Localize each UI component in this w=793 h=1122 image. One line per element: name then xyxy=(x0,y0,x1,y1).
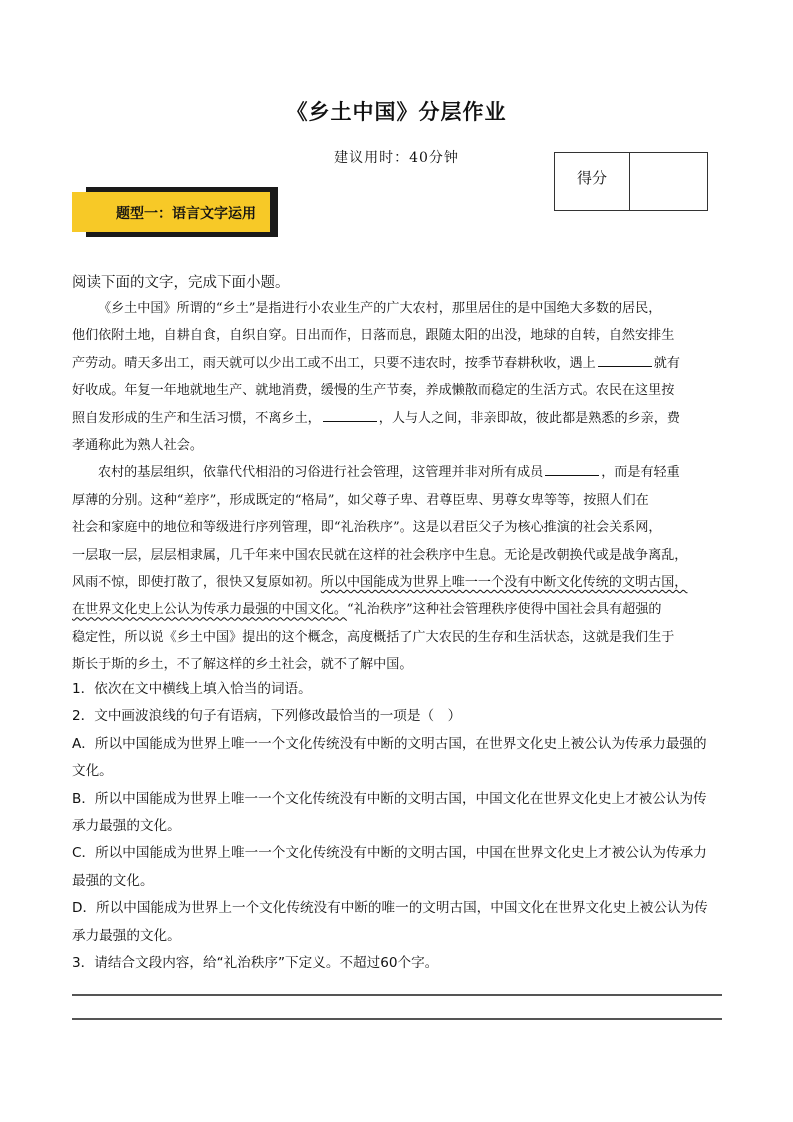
passage-line xyxy=(72,569,722,596)
passage-line xyxy=(72,350,722,377)
passage-line: 好收成。年复一年地就地生产、就地消费，缓慢的生产节奏，养成懒散而稳定的生活方式。农民在这里按 xyxy=(72,383,675,399)
option-c[interactable]: C．所以中国能成为世界上唯一一个文化传统没有中断的文明古国，中国在世界文化史上才被公认为传承力 xyxy=(72,845,707,862)
wavy-underlined-sentence: 在世界文化史上公认为传承力最强的中国文化。 xyxy=(72,602,347,618)
banner-dash-2 xyxy=(106,234,112,237)
question-1: 1．依次在文中横线上填入恰当的词语。 xyxy=(72,681,312,697)
fill-blank-2[interactable] xyxy=(323,407,377,422)
fill-blank-3[interactable] xyxy=(545,461,599,476)
passage-text: 风雨不惊，即使打散了，很快又复原如初。 xyxy=(72,574,321,590)
passage-text: ，人与人之间，非亲即故，彼此都是熟悉的乡亲，费 xyxy=(378,410,680,426)
banner-dash-1 xyxy=(94,234,100,237)
answer-line-2[interactable] xyxy=(72,1018,722,1020)
answer-line-1[interactable] xyxy=(72,994,722,996)
section-banner xyxy=(72,184,278,240)
option-a[interactable]: A．所以中国能成为世界上唯一一个文化传统没有中断的文明古国，在世界文化史上被公认为传承力最强的 xyxy=(72,735,707,752)
score-value-cell[interactable] xyxy=(630,153,707,210)
passage-line: 社会和家庭中的地位和等级进行序列管理，即“礼治秩序”。这是以君臣父子为核心推演的社会关系网， xyxy=(72,520,662,536)
reading-intro: 阅读下面的文字，完成下面小题。 xyxy=(72,275,290,291)
passage-text: 农村的基层组织，依靠代代相沿的习俗进行社会管理，这管理并非对所有成员 xyxy=(98,465,544,481)
passage-line: 斯长于斯的乡土，不了解这样的乡土社会，就不了解中国。 xyxy=(72,657,413,673)
passage-line: 他们依附土地，自耕自食，自织自穿。日出而作，日落而息，跟随太阳的出没，地球的自转，自然安排生 xyxy=(72,328,675,344)
option-d[interactable]: D．所以中国能成为世界上一个文化传统没有中断的唯一的文明古国，中国文化在世界文化史上被公认为传 xyxy=(72,900,708,917)
page-title: 《乡土中国》分层作业 xyxy=(286,100,507,124)
question-2: 2．文中画波浪线的句子有语病，下列修改最恰当的一项是（ ） xyxy=(72,708,462,725)
banner-edge-left xyxy=(72,192,77,232)
score-label: 得分 xyxy=(555,153,630,210)
passage-text: 照自发形成的生产和生活习惯，不离乡土， xyxy=(72,410,321,426)
section-label: 题型一：语言文字运用 xyxy=(116,206,256,222)
option-b[interactable]: B．所以中国能成为世界上唯一一个文化传统没有中断的文明古国，中国文化在世界文化史上才被公认为传 xyxy=(72,790,707,807)
passage-text: 产劳动。晴天多出工，雨天就可以少出工或不出工，只要不违农时，按季节春耕秋收，遇上 xyxy=(72,355,596,371)
option-b-cont: 承力最强的文化。 xyxy=(72,817,181,834)
passage-line xyxy=(72,459,722,486)
passage-line xyxy=(72,405,722,432)
reading-passage xyxy=(72,295,722,678)
passage-line: 孝通称此为熟人社会。 xyxy=(72,437,203,453)
question-3: 3．请结合文段内容，给“礼治秩序”下定义。不超过60个字。 xyxy=(72,954,439,971)
passage-text: ，而是有轻重 xyxy=(601,465,680,481)
passage-line: 厚薄的分别。这种“差序”，形成既定的“格局”，如父尊子卑、君尊臣卑、男尊女卑等等，按照人们在 xyxy=(72,492,649,508)
passage-text: 就有 xyxy=(653,355,680,371)
option-c-cont: 最强的文化。 xyxy=(72,872,154,889)
option-a-cont: 文化。 xyxy=(72,763,113,780)
fill-blank-1[interactable] xyxy=(598,352,652,367)
questions xyxy=(72,676,727,977)
passage-line xyxy=(72,596,722,623)
suggested-time: 建议用时：40分钟 xyxy=(334,150,459,166)
passage-line: 《乡土中国》所谓的“乡土”是指进行小农业生产的广大农村，那里居住的是中国绝大多数的居民， xyxy=(98,301,662,316)
passage-line: 一层取一层，层层相隶属，几千年来中国农民就在这样的社会秩序中生息。无论是改朝换代或是战争离乱， xyxy=(72,547,688,563)
option-d-cont: 承力最强的文化。 xyxy=(72,927,181,944)
passage-text: “礼治秩序”这种社会管理秩序使得中国社会具有超强的 xyxy=(346,602,662,618)
score-box xyxy=(554,152,708,211)
passage-line: 稳定性，所以说《乡土中国》提出的这个概念，高度概括了广大农民的生存和生活状态，这就是我们生于 xyxy=(72,629,675,645)
wavy-underlined-sentence: 所以中国能成为世界上唯一一个没有中断文化传统的文明古国， xyxy=(320,574,688,590)
